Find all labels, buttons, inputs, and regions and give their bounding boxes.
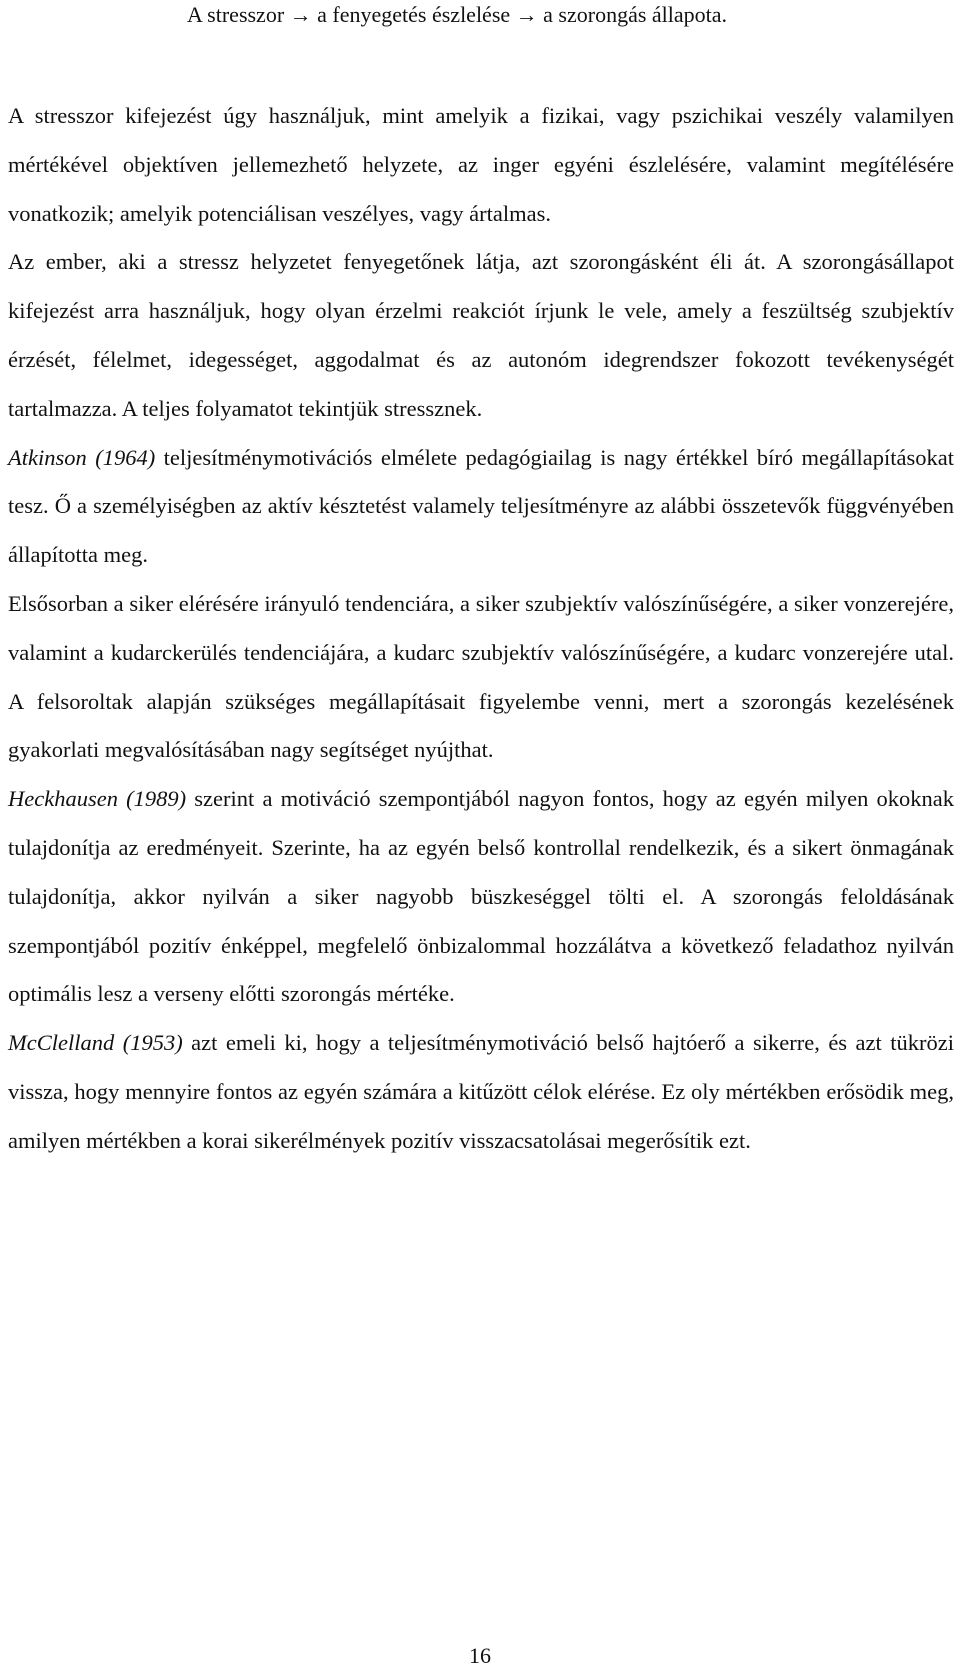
paragraph-mcclelland (8, 1019, 954, 1165)
citation-atkinson: Atkinson (1964) (8, 444, 156, 470)
paragraph-mcclelland-text: azt emeli ki, hogy a teljesítménymotiváció belső hajtóerő a sikerre, és azt tükrözi vissza, hogy mennyire fontos az egyén számára a kitűzött célok elérése. Ez oly mértékben erősödik meg, amilyen mértékben a korai sikerélmények pozitív visszacsatolásai megerősítik ezt. (8, 1030, 954, 1153)
paragraph-heckhausen (8, 775, 954, 1019)
paragraph-stressor-definition: A stresszor kifejezést úgy használjuk, mint amelyik a fizikai, vagy pszichikai veszély valamilyen mértékével objektíven jellemezhető helyzete, az inger egyéni észlelésére, valamint megítélésére vonatkozik; amelyik potenciálisan veszélyes, vagy ártalmas. (8, 103, 954, 226)
paragraph-atkinson-text: teljesítménymotivációs elmélete pedagógiailag is nagy értékkel bíró megállapításokat tesz. Ő a személyiségben az aktív késztetést valamely teljesítményre az alábbi összetevők függvényében állapította meg. (8, 444, 954, 568)
paragraph-success-tendency: Elsősorban a siker elérésére irányuló tendenciára, a siker szubjektív valószínűségére, a siker vonzerejére, valamint a kudarckerülés tendenciájára, a kudarc szubjektív valószínűségére, a kudarc vonzerejére utal. A felsoroltak alapján szükséges megállapításait figyelembe venni, mert a szorongás kezelésének gyakorlati megvalósításában nagy segítséget nyújthat. (8, 590, 954, 763)
body-text (8, 92, 954, 1166)
paragraph-heckhausen-text: szerint a motiváció szempontjából nagyon fontos, hogy az egyén milyen okoknak tulajdonítja az eredményeit. Szerinte, ha az egyén belső kontrollal rendelkezik, és a sikert önmagának tulajdonítja, akkor nyilván a siker nagyobb büszkeséggel tölti el. A szorongás feloldásának szempontjából pozitív énképpel, megfelelő önbizalommal hozzálátva a következő feladathoz nyilván optimális lesz a verseny előtti szorongás mértéke. (8, 786, 955, 1007)
paragraph-atkinson (8, 434, 954, 580)
page-number: 16 (469, 1643, 491, 1668)
citation-heckhausen: Heckhausen (1989) (8, 786, 187, 812)
paragraph-anxiety-state: Az ember, aki a stressz helyzetet fenyegetőnek látja, azt szorongásként éli át. A szorongásállapot kifejezést arra használjuk, hogy olyan érzelmi reakciót írjunk le vele, amely a feszültség szubjektív érzését, félelmet, idegességet, aggodalmat és az autonóm idegrendszer fokozott tevékenységét tartalmazza. A teljes folyamatot tekintjük stressznek. (8, 249, 954, 421)
top-line: A stresszor → a fenyegetés észlelése → a szorongás állapota. (187, 2, 728, 27)
citation-mcclelland: McClelland (1953) (8, 1030, 183, 1056)
